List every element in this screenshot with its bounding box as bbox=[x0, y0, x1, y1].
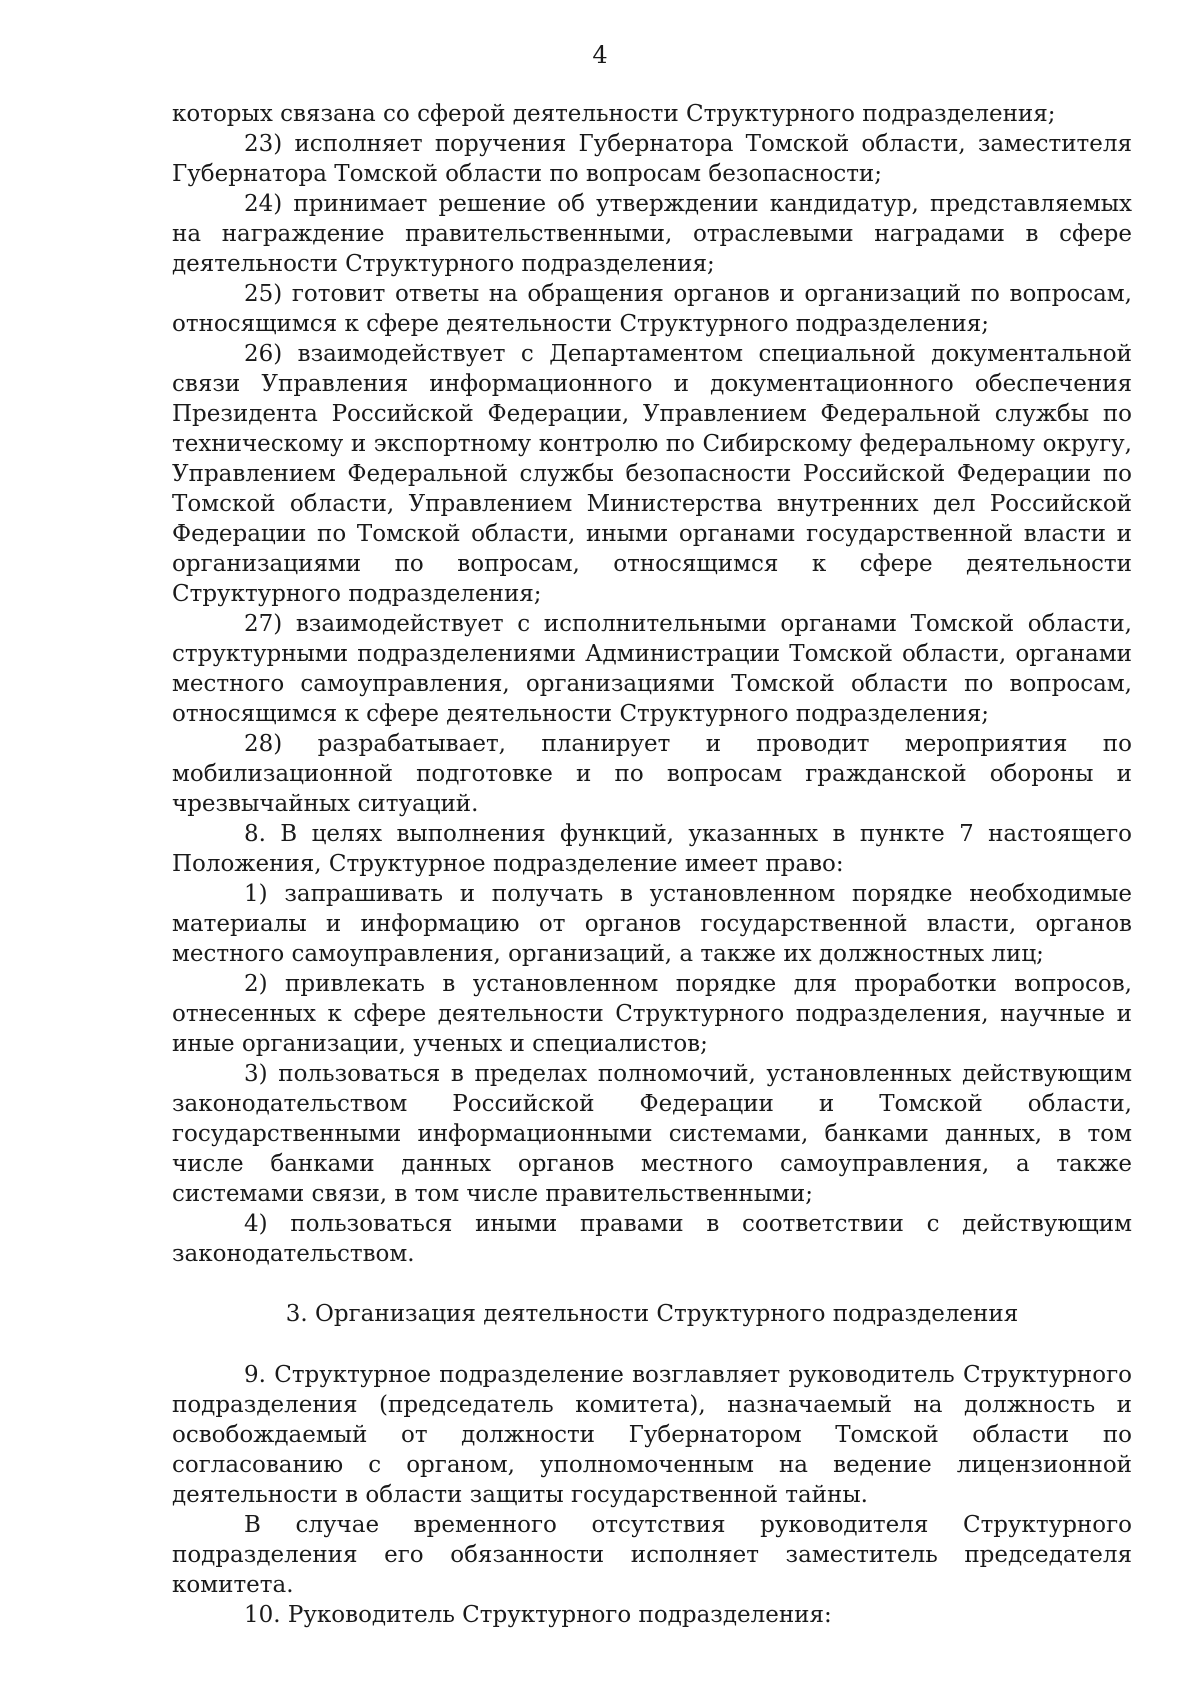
paragraph-clause-9: 9. Структурное подразделение возглавляет руководитель Структурного подразделения (председатель комитета), назначаемый на должность и освобождаемый от должности Губернатором Томской области по согласованию с органом, уполномоченным на ведение лицензионной деятельности в области защиты государственной тайны. bbox=[172, 1362, 1132, 1508]
paragraph-right-1: 1) запрашивать и получать в установленном порядке необходимые материалы и информацию от органов государственной власти, органов местного самоуправления, организаций, а также их должностных лиц; bbox=[172, 881, 1132, 967]
paragraph-right-4: 4) пользоваться иными правами в соответствии с действующим законодательством. bbox=[172, 1211, 1132, 1267]
paragraph-item-23: 23) исполняет поручения Губернатора Томской области, заместителя Губернатора Томской области по вопросам безопасности; bbox=[172, 131, 1132, 187]
paragraph-item-27: 27) взаимодействует с исполнительными органами Томской области, структурными подразделениями Администрации Томской области, органами местного самоуправления, организациями Томской области по вопросам, относящимся к сфере деятельности Структурного подразделения; bbox=[172, 611, 1132, 727]
paragraph-right-2: 2) привлекать в установленном порядке для проработки вопросов, отнесенных к сфере деятельности Структурного подразделения, научные и иные организации, ученых и специалистов; bbox=[172, 971, 1132, 1057]
paragraph-item-26: 26) взаимодействует с Департаментом специальной документальной связи Управления информационного и документационного обеспечения Президента Российской Федерации, Управлением Федеральной службы по техническому и экспортному контролю по Сибирскому федеральному округу, Управлением Федеральной службы безопасности Российской Федерации по Томской области, Управлением Министерства внутренних дел Российской Федерации по Томской области, иными органами государственной власти и организациями по вопросам, относящимся к сфере деятельности Структурного подразделения; bbox=[172, 341, 1132, 607]
paragraph-23-continuation: которых связана со сферой деятельности Структурного подразделения; bbox=[172, 101, 1056, 127]
paragraph-clause-8: 8. В целях выполнения функций, указанных в пункте 7 настоящего Положения, Структурное подразделение имеет право: bbox=[172, 821, 1132, 877]
paragraph-item-25: 25) готовит ответы на обращения органов и организаций по вопросам, относящимся к сфере деятельности Структурного подразделения; bbox=[172, 281, 1132, 337]
paragraph-item-24: 24) принимает решение об утверждении кандидатур, представляемых на награждение правительственными, отраслевыми наградами в сфере деятельности Структурного подразделения; bbox=[172, 191, 1132, 277]
paragraph-clause-10: 10. Руководитель Структурного подразделения: bbox=[244, 1602, 832, 1628]
paragraph-temporary-absence: В случае временного отсутствия руководителя Структурного подразделения его обязанности исполняет заместитель председателя комитета. bbox=[172, 1512, 1132, 1598]
page-number: 4 bbox=[592, 41, 608, 69]
document-body bbox=[172, 99, 1132, 1630]
paragraph-right-3: 3) пользоваться в пределах полномочий, установленных действующим законодательством Российской Федерации и Томской области, государственными информационными системами, банками данных, в том числе банками данных органов местного самоуправления, а также системами связи, в том числе правительственными; bbox=[172, 1061, 1132, 1207]
section-heading: 3. Организация деятельности Структурного подразделения bbox=[285, 1301, 1019, 1327]
paragraph-item-28: 28) разрабатывает, планирует и проводит мероприятия по мобилизационной подготовке и по вопросам гражданской обороны и чрезвычайных ситуаций. bbox=[172, 731, 1132, 817]
